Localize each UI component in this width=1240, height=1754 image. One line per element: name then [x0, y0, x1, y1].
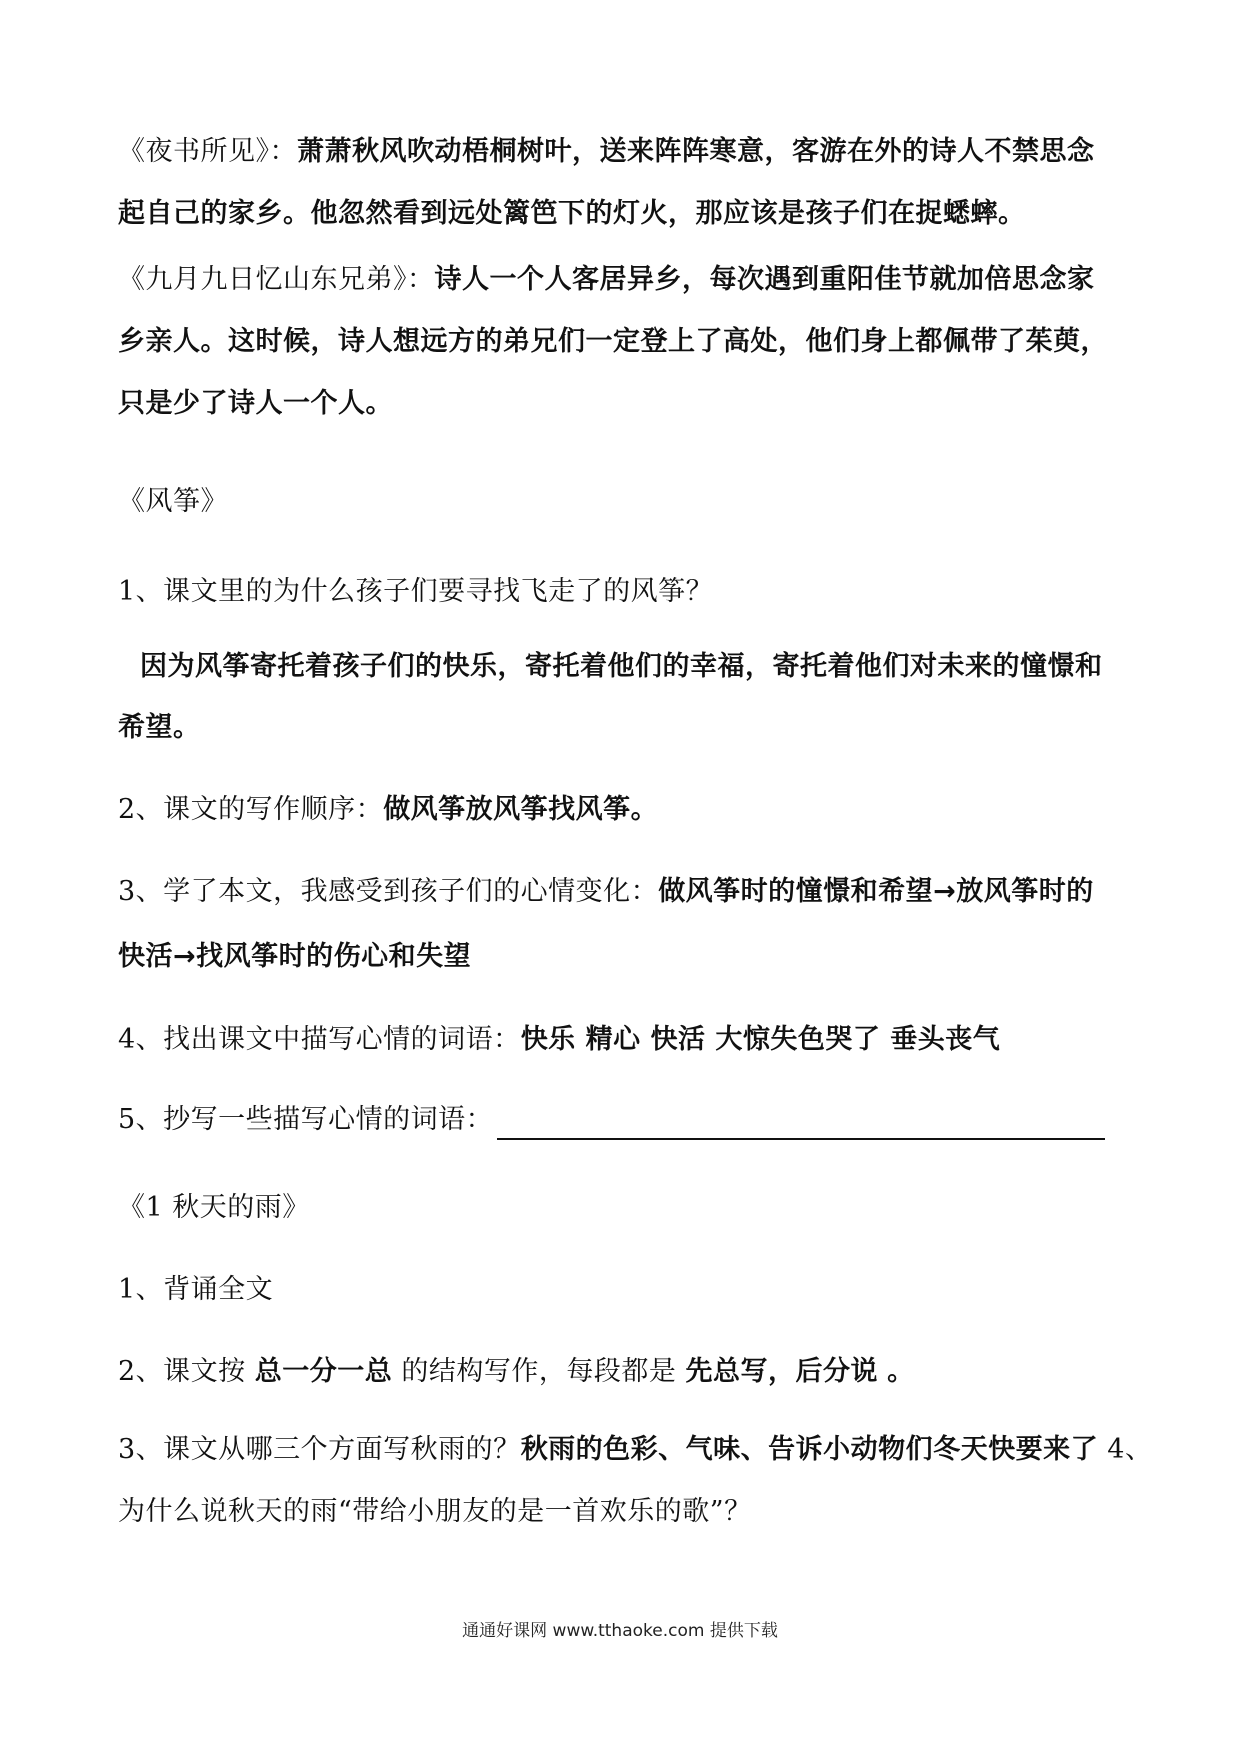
- rain-question-4: [118, 1492, 1128, 1532]
- rain-question-2: [118, 1352, 1128, 1392]
- rain-q2-answer-structure: 总一分一总: [254, 1356, 393, 1387]
- rain-title: [118, 1188, 1128, 1228]
- kite-question-1: [118, 572, 1128, 612]
- poem1-summary-part2: 起自己的家乡。他忽然看到远处篱笆下的灯火，那应该是孩子们在捉蟋蟀。: [118, 198, 1026, 229]
- kite-question-4: [118, 1020, 1128, 1060]
- kite-a1-text-1: 因为风筝寄托着孩子们的快乐，寄托着他们的幸福，寄托着他们对未来的憧憬和: [140, 651, 1103, 682]
- kite-a3-text-2: 快活→找风筝时的伤心和失望: [118, 941, 472, 972]
- rain-q2-answer-pattern: 先总写，后分说: [685, 1356, 878, 1387]
- kite-answer-1-line2: [118, 708, 1128, 748]
- kite-question-3-line1: [118, 872, 1128, 912]
- poem1-title: 《夜书所见》：: [118, 136, 297, 167]
- rain-q1-text: 1、背诵全文: [118, 1274, 274, 1305]
- poem2-summary-part2: 乡亲人。这时候，诗人想远方的弟兄们一定登上了高处，他们身上都佩带了茱萸，: [118, 326, 1108, 357]
- rain-q2-text-c: 的结构写作，每段都是: [401, 1356, 677, 1387]
- kite-a4-text: 快乐 精心 快活 大惊失色哭了 垂头丧气: [520, 1024, 1001, 1055]
- rain-q3-text: 3、课文从哪三个方面写秋雨的？: [118, 1434, 521, 1465]
- kite-a2-text: 做风筝放风筝找风筝。: [383, 794, 659, 825]
- poem1-summary-part1: 萧萧秋风吹动梧桐树叶，送来阵阵寒意，客游在外的诗人不禁思念: [297, 136, 1095, 167]
- kite-q4-text: 4、找出课文中描写心情的词语：: [118, 1024, 521, 1055]
- poem1-line2: [118, 194, 1128, 234]
- kite-question-2: [118, 790, 1128, 830]
- rain-question-1: [118, 1270, 1128, 1310]
- kite-question-5: [118, 1100, 1128, 1140]
- poem2-summary-part3: 只是少了诗人一个人。: [118, 388, 393, 419]
- rain-q2-text-a: 2、课文按: [118, 1356, 246, 1387]
- kite-q2-text: 2、课文的写作顺序：: [118, 794, 384, 825]
- poem2-title: 《九月九日忆山东兄弟》：: [118, 264, 435, 295]
- kite-q3-text: 3、学了本文，我感受到孩子们的心情变化：: [118, 876, 659, 907]
- kite-title-text: 《风筝》: [118, 486, 228, 517]
- poem2-summary-part1: 诗人一个人客居异乡，每次遇到重阳佳节就加倍思念家: [434, 264, 1095, 295]
- kite-q5-text: 5、抄写一些描写心情的词语：: [118, 1104, 494, 1135]
- kite-a1-text-2: 希望。: [118, 712, 201, 743]
- poem2-line3: [118, 384, 1128, 424]
- kite-a3-text-1: 做风筝时的憧憬和希望→放风筝时的: [658, 876, 1094, 907]
- rain-question-3: [118, 1430, 1153, 1470]
- rain-q2-period: 。: [887, 1356, 915, 1387]
- kite-answer-1-line1: [140, 647, 1150, 687]
- answer-blank-line: [497, 1110, 1105, 1140]
- kite-question-3-line2: [118, 937, 1128, 977]
- kite-q1-text: 1、课文里的为什么孩子们要寻找飞走了的风筝？: [118, 576, 714, 607]
- poem2-line2: [118, 322, 1128, 362]
- rain-q4-number: 4、: [1107, 1434, 1153, 1465]
- rain-title-text: 《1 秋天的雨》: [118, 1192, 310, 1223]
- kite-title: [118, 482, 1128, 522]
- poem2-line1: [118, 260, 1128, 300]
- rain-q4-text: 为什么说秋天的雨“带给小朋友的是一首欢乐的歌”？: [118, 1496, 752, 1527]
- footer-credit: 通通好课网 www.tthaoke.com 提供下载: [462, 1621, 778, 1641]
- poem1-line1: [118, 132, 1128, 172]
- rain-q3-answer: 秋雨的色彩、气味、告诉小动物们冬天快要来了: [520, 1434, 1099, 1465]
